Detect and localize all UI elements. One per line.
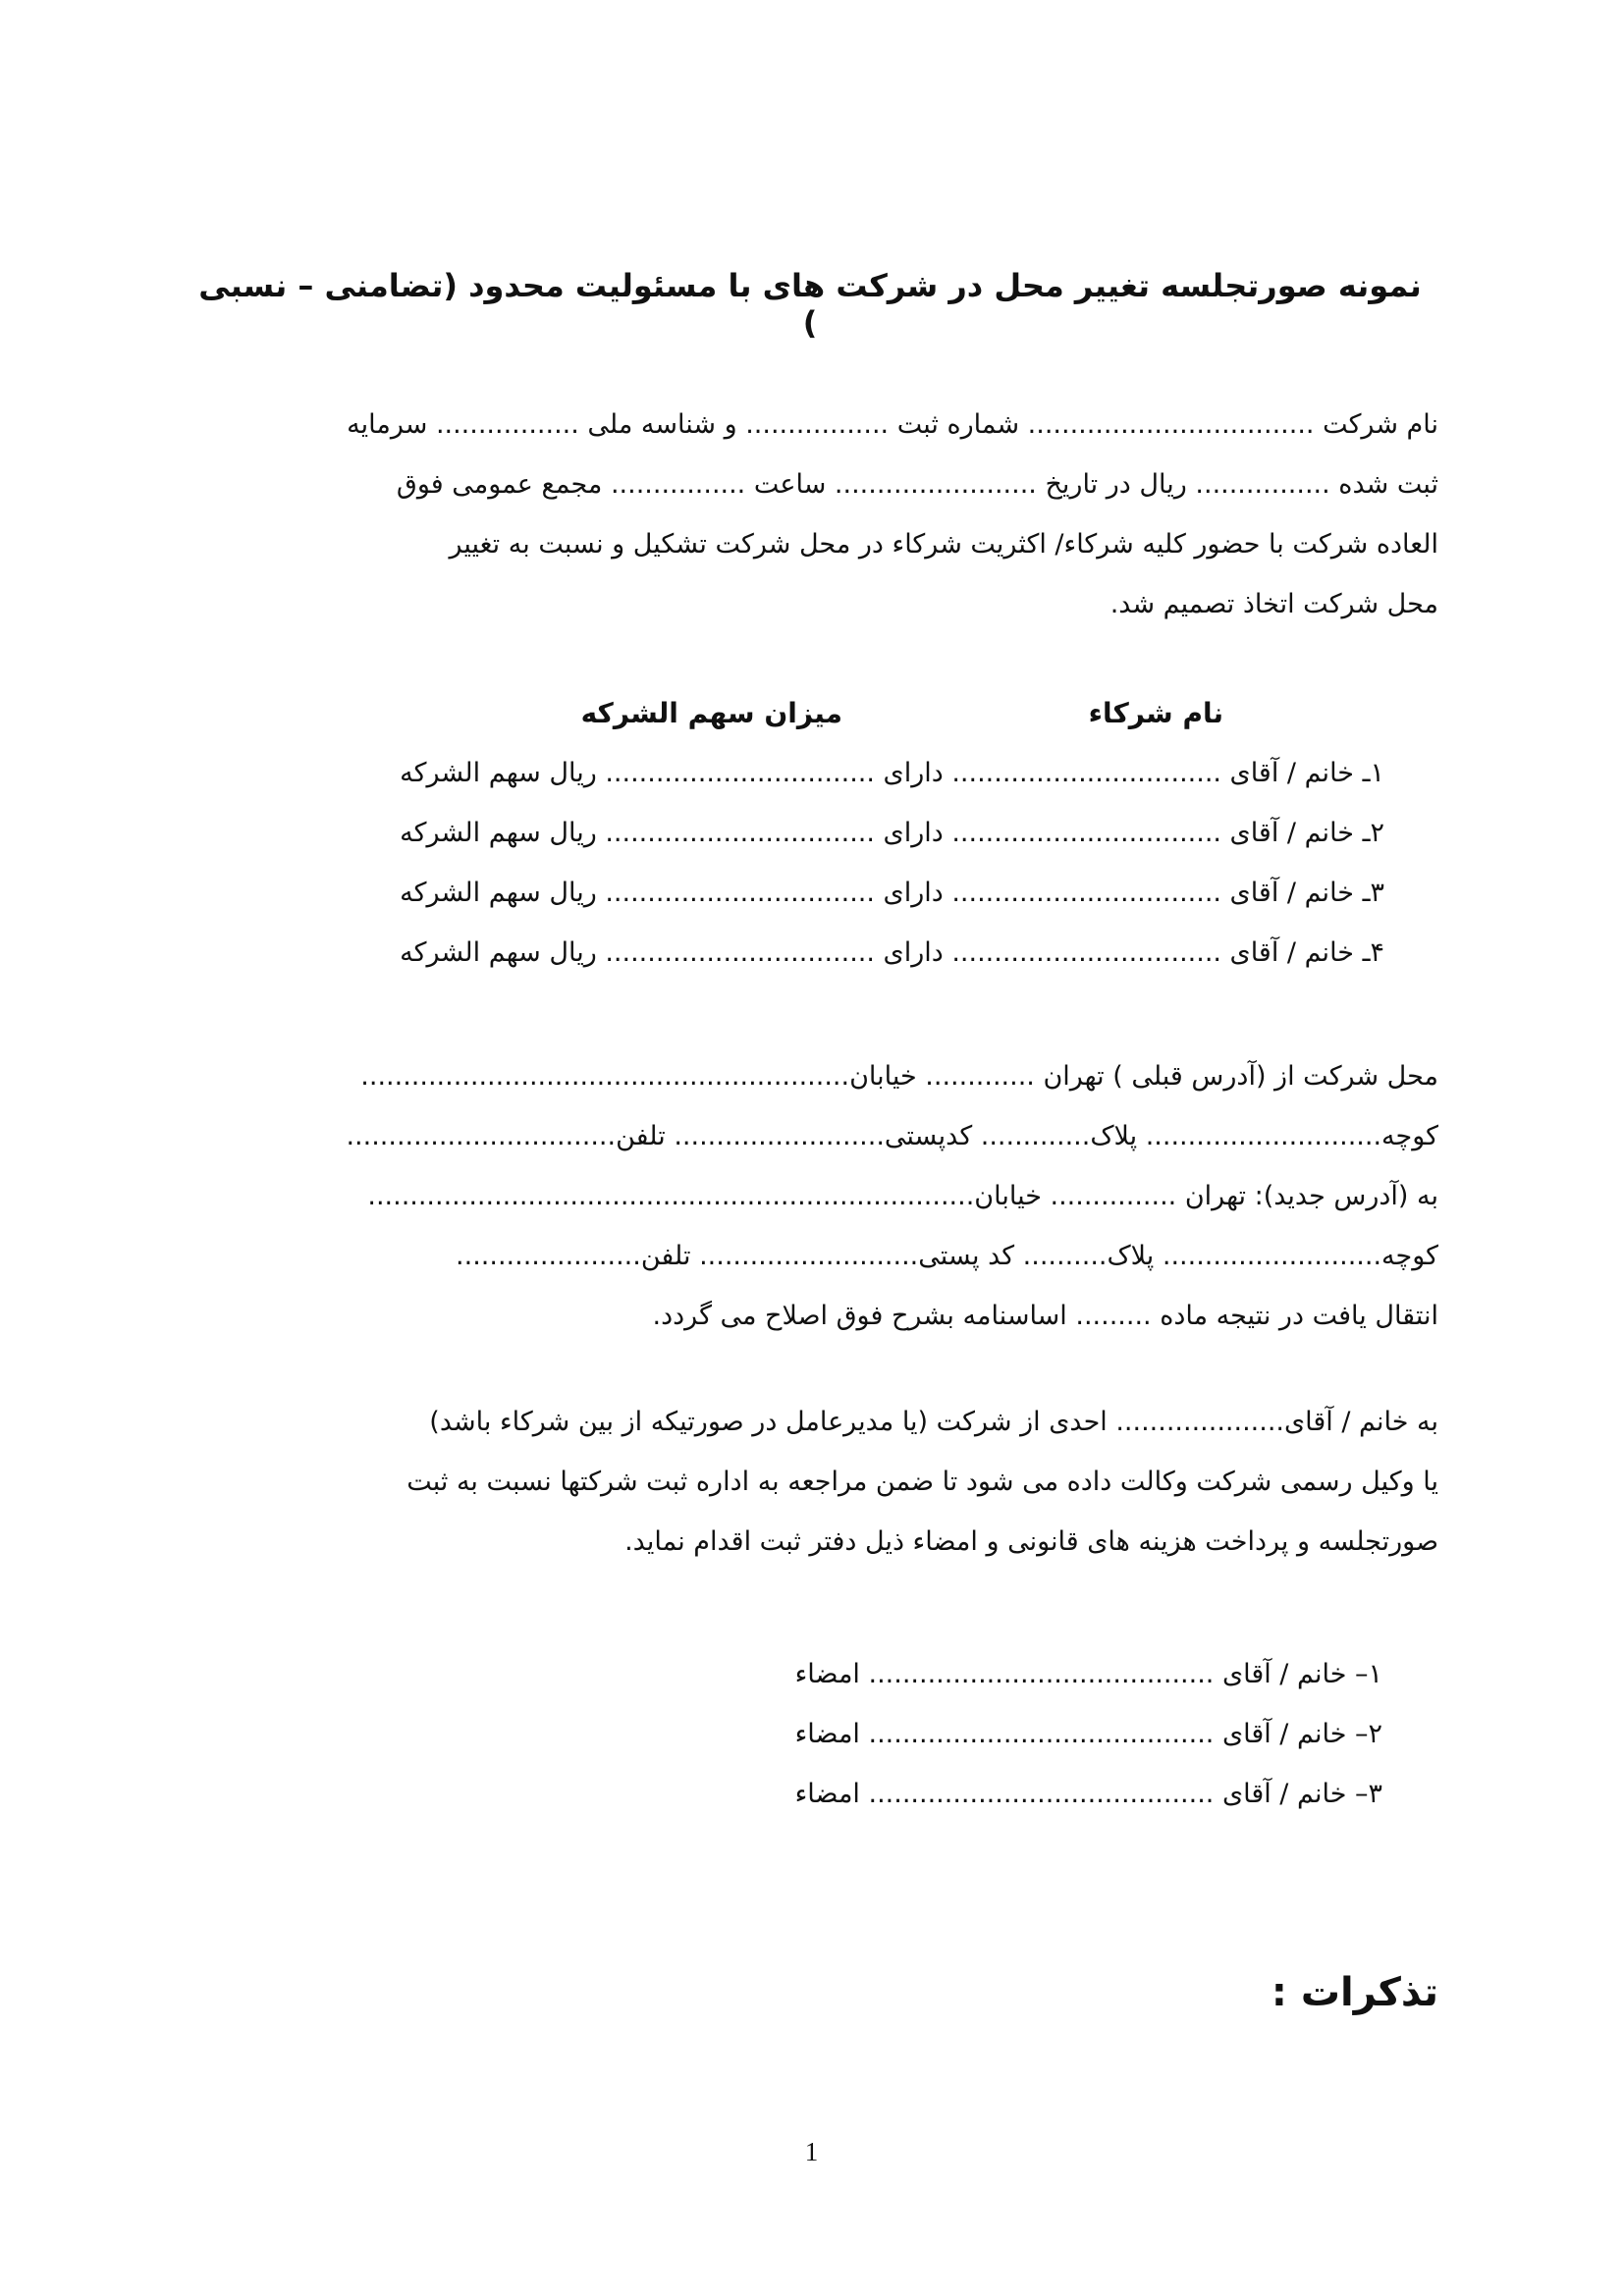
partners-shares-header: میزان سهم الشرکه (580, 697, 842, 729)
partners-list (400, 743, 1384, 983)
document-title: نمونه صورتجلسه تغییر محل در شرکت های با مسئولیت محدود (تضامنی – نسبی ) (198, 267, 1422, 342)
signature-row: ۱– خانم / آقای ......................................... امضاء (794, 1659, 1382, 1689)
address-line: انتقال یافت در نتیجه ماده ......... اساسنامه بشرح فوق اصلاح می گردد. (652, 1301, 1438, 1331)
authorization-line: به خانم / آقای.................... احدی از شرکت (یا مدیرعامل در صورتیکه از بین شرکاء باشد) (429, 1407, 1438, 1437)
partner-row: ۳ـ خانم / آقای ................................ دارای ................................ ریال سهم الشرکه (400, 878, 1384, 908)
address-line: محل شرکت از (آدرس قبلی ) تهران ............. خیابان.......................................................... (360, 1061, 1438, 1092)
address-line: کوچه............................ پلاک............. کدپستی......................... تلفن................................ (346, 1121, 1438, 1151)
intro-line: محل شرکت اتخاذ تصمیم شد. (1109, 589, 1438, 619)
partner-row: ۲ـ خانم / آقای ................................ دارای ................................ ریال سهم الشرکه (400, 818, 1384, 848)
authorization-line: صورتجلسه و پرداخت هزینه های قانونی و امضاء ذیل دفتر ثبت اقدام نماید. (624, 1526, 1438, 1557)
authorization-paragraph (185, 1392, 1438, 1572)
signature-row: ۲– خانم / آقای ......................................... امضاء (794, 1719, 1382, 1749)
partner-row: ۱ـ خانم / آقای ................................ دارای ................................ ریال سهم الشرکه (400, 758, 1384, 788)
intro-line: ثبت شده ................ ریال در تاریخ ........................ ساعت ................ مجمع عمومی فوق (396, 469, 1438, 500)
intro-paragraph (185, 395, 1438, 634)
page-number: 1 (804, 2137, 819, 2166)
intro-line: نام شرکت .................................. شماره ثبت ................. و شناسه ملی ................. سرمایه (347, 409, 1438, 440)
address-line: کوچه.......................... پلاک.......... کد پستی.......................... تلفن...................... (456, 1241, 1438, 1271)
address-line: به (آدرس جدید): تهران ............... خیابان........................................................................ (367, 1181, 1438, 1211)
address-paragraph (185, 1046, 1438, 1346)
partners-names-header: نام شرکاء (1088, 697, 1223, 729)
signature-row: ۳– خانم / آقای ......................................... امضاء (794, 1779, 1382, 1809)
intro-line: العاده شرکت با حضور کلیه شرکاء/ اکثریت شرکاء در محل شرکت تشکیل و نسبت به تغییر (449, 529, 1438, 560)
signatures-list (795, 1644, 1382, 1824)
partner-row: ۴ـ خانم / آقای ................................ دارای ................................ ریال سهم الشرکه (400, 937, 1384, 968)
authorization-line: یا وکیل رسمی شرکت وکالت داده می شود تا ضمن مراجعه به اداره ثبت شرکتها نسبت به ثبت (406, 1467, 1438, 1497)
notes-heading: تذکرات : (1271, 1970, 1438, 2015)
